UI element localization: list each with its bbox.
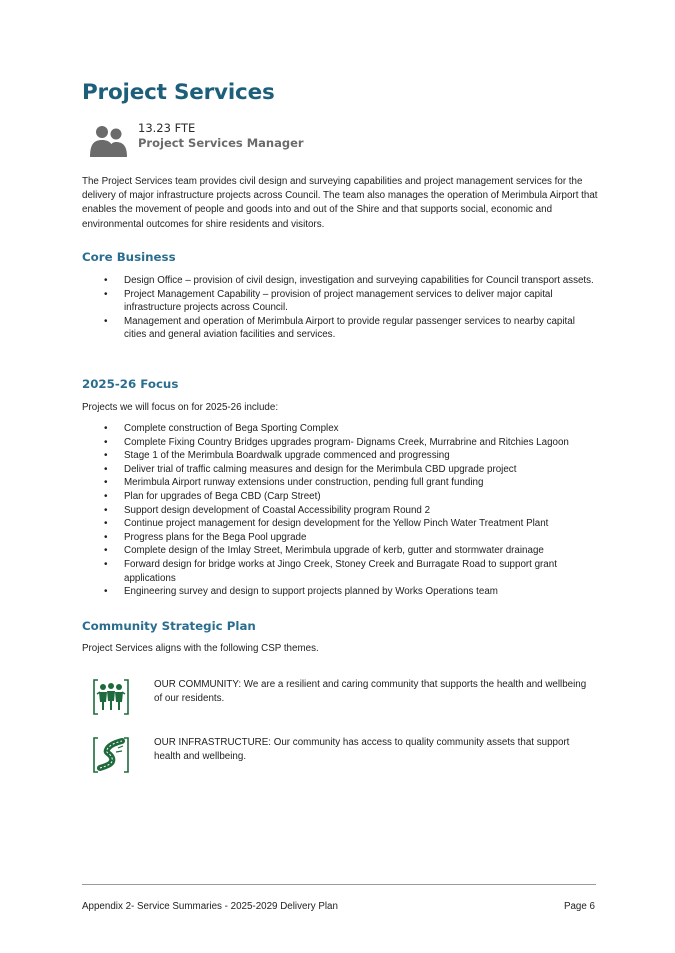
list-item: • Stage 1 of the Merimbula Boardwalk upgrade commenced and progressing bbox=[104, 449, 598, 463]
list-item: • Complete design of the Imlay Street, Merimbula upgrade of kerb, gutter and stormwater drainage bbox=[104, 544, 598, 558]
focus-heading: 2025-26 Focus bbox=[82, 377, 179, 391]
list-item: • Deliver trial of traffic calming measures and design for the Merimbula CBD upgrade project bbox=[104, 463, 598, 477]
list-item: • Engineering survey and design to support projects planned by Works Operations team bbox=[104, 585, 598, 599]
list-item: • Design Office – provision of civil design, investigation and surveying capabilities for Council transport assets. bbox=[104, 274, 598, 288]
list-item: • Project Management Capability – provision of project management services to deliver major capital infrastructure projects across Council. bbox=[104, 288, 598, 315]
csp-theme-text: OUR INFRASTRUCTURE: Our community has access to quality community assets that support health and wellbeing. bbox=[154, 737, 570, 763]
footer-document-title: Appendix 2- Service Summaries - 2025-2029 Delivery Plan bbox=[82, 901, 338, 912]
page-number: Page 6 bbox=[563, 901, 595, 912]
csp-theme-infrastructure bbox=[90, 736, 600, 780]
list-item: • Merimbula Airport runway extensions under construction, pending full grant funding bbox=[104, 476, 598, 490]
csp-theme-text: OUR COMMUNITY: We are a resilient and caring community that supports the health and wellbeing of our residents. bbox=[154, 679, 587, 705]
list-item: • Support design development of Coastal Accessibility program Round 2 bbox=[104, 504, 598, 518]
fte-count: 13.23 FTE bbox=[138, 121, 196, 135]
csp-intro: Project Services aligns with the following CSP themes. bbox=[82, 643, 319, 654]
list-item: • Complete Fixing Country Bridges upgrades program- Dignams Creek, Murrabrine and Ritchies Lagoon bbox=[104, 436, 598, 450]
list-item: • Progress plans for the Bega Pool upgrade bbox=[104, 531, 598, 545]
core-business-list bbox=[104, 274, 598, 342]
list-item: • Forward design for bridge works at Jingo Creek, Stoney Creek and Burragate Road to support grant applications bbox=[104, 558, 598, 585]
list-item: • Plan for upgrades of Bega CBD (Carp Street) bbox=[104, 490, 598, 504]
infrastructure-road-icon bbox=[92, 736, 130, 774]
list-item: • Complete construction of Bega Sporting Complex bbox=[104, 422, 598, 436]
core-business-heading: Core Business bbox=[82, 250, 176, 264]
manager-title: Project Services Manager bbox=[138, 136, 304, 150]
csp-theme-community bbox=[90, 678, 600, 722]
community-people-icon bbox=[92, 678, 130, 716]
focus-list bbox=[104, 422, 598, 599]
list-item: • Management and operation of Merimbula Airport to provide regular passenger services to nearby capital cities and general aviation facilities and services. bbox=[104, 315, 598, 342]
staffing-summary bbox=[88, 121, 348, 161]
intro-paragraph: The Project Services team provides civil design and surveying capabilities and project management services for the delivery of major infrastructure projects across Council. The team also manages the operation of Merimbula Airport that enables the movement of people and goods into and out of the Shire and that supports social, economic and environmental outcomes for shire residents and visitors. bbox=[82, 176, 598, 230]
focus-intro: Projects we will focus on for 2025-26 include: bbox=[82, 402, 279, 413]
footer-divider bbox=[82, 884, 596, 885]
list-item: • Continue project management for design development for the Yellow Pinch Water Treatment Plant bbox=[104, 517, 598, 531]
people-icon bbox=[88, 124, 130, 158]
page-title: Project Services bbox=[82, 80, 275, 105]
csp-heading: Community Strategic Plan bbox=[82, 619, 256, 633]
